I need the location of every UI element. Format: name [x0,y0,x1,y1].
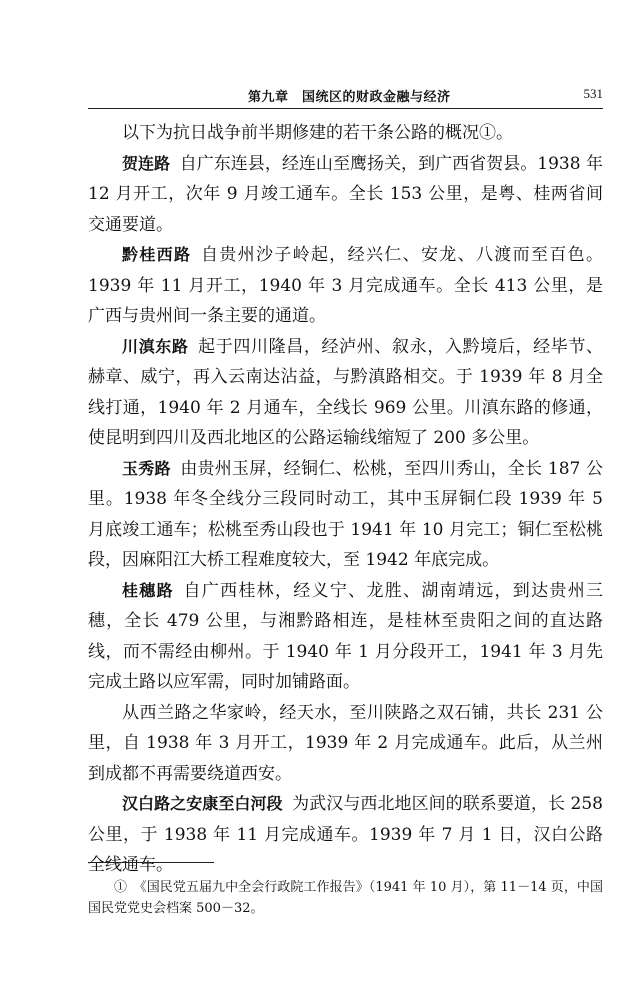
paragraph [88,240,603,332]
footnote: ① 《国民党五届九中全会行政院工作报告》（1941 年 10 月），第 11－14 页，中国国民党党史会档案 500－32。 [88,880,603,916]
footnote-rule [88,862,214,863]
paragraph-text: 为武汉与西北地区间的联系要道，长 258 公里，于 1938 年 11 月完成通车。1939 年 7 月 1 日，汉白公路全线通车。 [88,794,603,875]
paragraph-text: 自广东连县，经连山至鹰扬关，到广西省贺县。1938 年 12 月开工，次年 9 月竣工通车。全长 153 公里，是粤、桂两省间交通要道。 [88,153,603,235]
body-text [88,118,603,881]
chapter-title: 第九章 国统区的财政金融与经济 [248,90,451,105]
route-name: 川滇东路 [122,336,189,356]
paragraph [88,332,603,454]
paragraph-text: 以下为抗日战争前半期修建的若干条公路的概况①。 [122,123,513,143]
paragraph [88,149,603,241]
paragraph-text: 由贵州玉屏，经铜仁、松桃，至四川秀山，全长 187 公里。1938 年冬全线分三段同时动工，其中玉屏铜仁段 1939 年 5 月底竣工通车；松桃至秀山段也于 1941 年 10 月完工；铜仁至松桃段，因麻阳江大桥工程难度较大，至 1942 年底完成。 [88,458,603,570]
route-name: 黔桂西路 [122,245,192,264]
route-name: 玉秀路 [122,458,171,478]
paragraph [88,576,603,698]
paragraph-text: 自贵州沙子岭起，经兴仁、安龙、八渡而至百色。1939 年 11 月开工，1940 年 3 月完成通车。全长 413 公里，是广西与贵州间一条主要的通道。 [88,245,603,326]
route-name: 汉白路之安康至白河段 [122,794,283,813]
paragraph [88,118,603,149]
route-name: 贺连路 [122,153,171,173]
running-header [88,86,603,106]
paragraph [88,789,603,881]
paragraph [88,454,603,576]
route-name: 桂穗路 [122,580,174,600]
paragraph-text: 从西兰路之华家岭，经天水，至川陕路之双石铺，共长 231 公里，自 1938 年 3 月开工，1939 年 2 月完成通车。此后，从兰州到成都不再需要绕道西安。 [88,702,603,784]
paragraph-text: 起于四川隆昌，经泸州、叙永，入黔境后，经毕节、赫章、威宁，再入云南达沾益，与黔滇路相交。于 1939 年 8 月全线打通，1940 年 2 月通车，全线长 969 公里。川滇东路的修通，使昆明到四川及西北地区的公路运输线缩短了 200 多公里。 [88,336,603,448]
page-number: 531 [583,86,603,101]
paragraph-text: 自广西桂林，经义宁、龙胜、湖南靖远，到达贵州三穗，全长 479 公里，与湘黔路相连，是桂林至贵阳之间的直达路线，而不需经由柳州。于 1940 年 1 月分段开工，1941 年 3 月先完成土路以应军需，同时加铺路面。 [88,580,603,692]
paragraph [88,698,603,790]
header-rule [88,108,603,109]
